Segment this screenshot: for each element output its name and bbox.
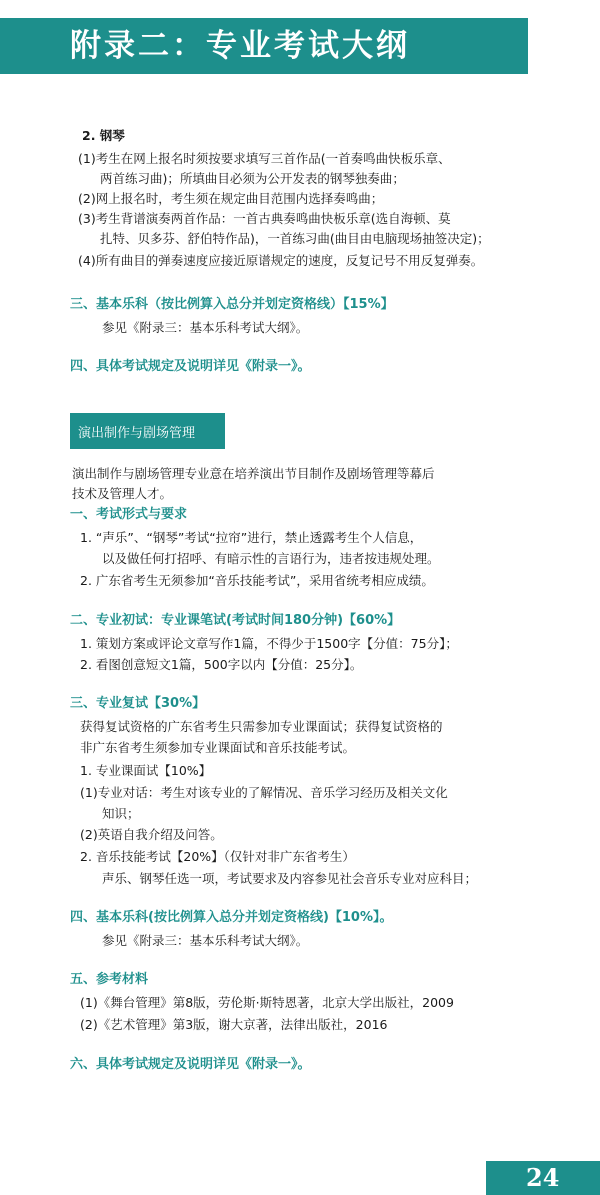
piano-heading: 2. 钢琴 bbox=[82, 128, 125, 143]
exam-rules-heading: 四、具体考试规定及说明详见《附录一》。 bbox=[70, 359, 311, 374]
piano-item-2: (2)网上报名时，考生须在规定曲目范围内选择奏鸣曲； bbox=[78, 191, 384, 206]
exam-format-item-1-cont: 以及做任何打招呼、有暗示性的言语行为，违者按违规处理。 bbox=[102, 551, 440, 566]
preliminary-item-2: 2. 看图创意短文1篇，500字以内【分值：25分】。 bbox=[80, 657, 363, 672]
retest-item-1: 1. 专业课面试【10%】 bbox=[80, 763, 212, 778]
piano-item-1-cont: 两首练习曲)；所填曲目必须为公开发表的钢琴独奏曲； bbox=[100, 171, 405, 186]
basic-music-heading-2: 四、基本乐科(按比例算入总分并划定资格线)【10%】。 bbox=[70, 910, 393, 925]
page-number-box bbox=[486, 1161, 600, 1195]
basic-music-heading: 三、基本乐科（按比例算入总分并划定资格线）【15%】 bbox=[70, 297, 394, 312]
retest-item-1-a: (1)专业对话：考生对该专业的了解情况、音乐学习经历及相关文化 bbox=[80, 785, 448, 800]
preliminary-heading: 二、专业初试：专业课笔试(考试时间180分钟)【60%】 bbox=[70, 613, 401, 628]
retest-item-2-text: 声乐、钢琴任选一项，考试要求及内容参见社会音乐专业对应科目； bbox=[102, 871, 478, 886]
intro-line-2: 技术及管理人才。 bbox=[72, 486, 173, 501]
retest-item-2: 2. 音乐技能考试【20%】（仅针对非广东省考生） bbox=[80, 849, 355, 864]
header-banner bbox=[0, 18, 528, 74]
section-label-box bbox=[70, 413, 225, 449]
retest-item-1-b: (2)英语自我介绍及问答。 bbox=[80, 827, 223, 842]
piano-item-1: (1)考生在网上报名时须按要求填写三首作品(一首奏鸣曲快板乐章、 bbox=[78, 151, 451, 166]
retest-item-1-a-cont: 知识； bbox=[102, 806, 140, 821]
retest-text-1: 获得复试资格的广东省考生只需参加专业课面试；获得复试资格的 bbox=[80, 719, 443, 734]
piano-item-3-cont: 扎特、贝多芬、舒伯特作品)，一首练习曲(曲目由电脑现场抽签决定)； bbox=[100, 231, 490, 246]
retest-heading: 三、专业复试【30%】 bbox=[70, 696, 206, 711]
exam-rules-heading-2: 六、具体考试规定及说明详见《附录一》。 bbox=[70, 1057, 311, 1072]
intro-line-1: 演出制作与剧场管理专业意在培养演出节目制作及剧场管理等幕后 bbox=[72, 466, 435, 481]
exam-format-item-1: 1. “声乐”、“钢琴”考试“拉帘”进行，禁止透露考生个人信息， bbox=[80, 530, 423, 545]
references-heading: 五、参考材料 bbox=[70, 972, 149, 987]
piano-item-4: (4)所有曲目的弹奏速度应接近原谱规定的速度，反复记号不用反复弹奏。 bbox=[78, 253, 484, 268]
exam-format-item-2: 2. 广东省考生无须参加“音乐技能考试”，采用省统考相应成绩。 bbox=[80, 573, 434, 588]
exam-format-heading: 一、考试形式与要求 bbox=[70, 507, 188, 522]
section-label: 演出制作与剧场管理 bbox=[78, 426, 196, 441]
page-number: 24 bbox=[526, 1163, 560, 1192]
basic-music-ref-2: 参见《附录三：基本乐科考试大纲》。 bbox=[102, 933, 309, 948]
basic-music-ref: 参见《附录三：基本乐科考试大纲》。 bbox=[102, 320, 309, 335]
reference-item-2: (2)《艺术管理》第3版，谢大京著，法律出版社，2016 bbox=[80, 1017, 388, 1032]
retest-text-2: 非广东省考生须参加专业课面试和音乐技能考试。 bbox=[80, 740, 356, 755]
page-title: 附录二：专业考试大纲 bbox=[70, 28, 410, 64]
piano-item-3: (3)考生背谱演奏两首作品：一首古典奏鸣曲快板乐章(选自海顿、莫 bbox=[78, 211, 451, 226]
preliminary-item-1: 1. 策划方案或评论文章写作1篇，不得少于1500字【分值：75分】； bbox=[80, 636, 458, 651]
reference-item-1: (1)《舞台管理》第8版，劳伦斯·斯特恩著，北京大学出版社，2009 bbox=[80, 995, 454, 1010]
